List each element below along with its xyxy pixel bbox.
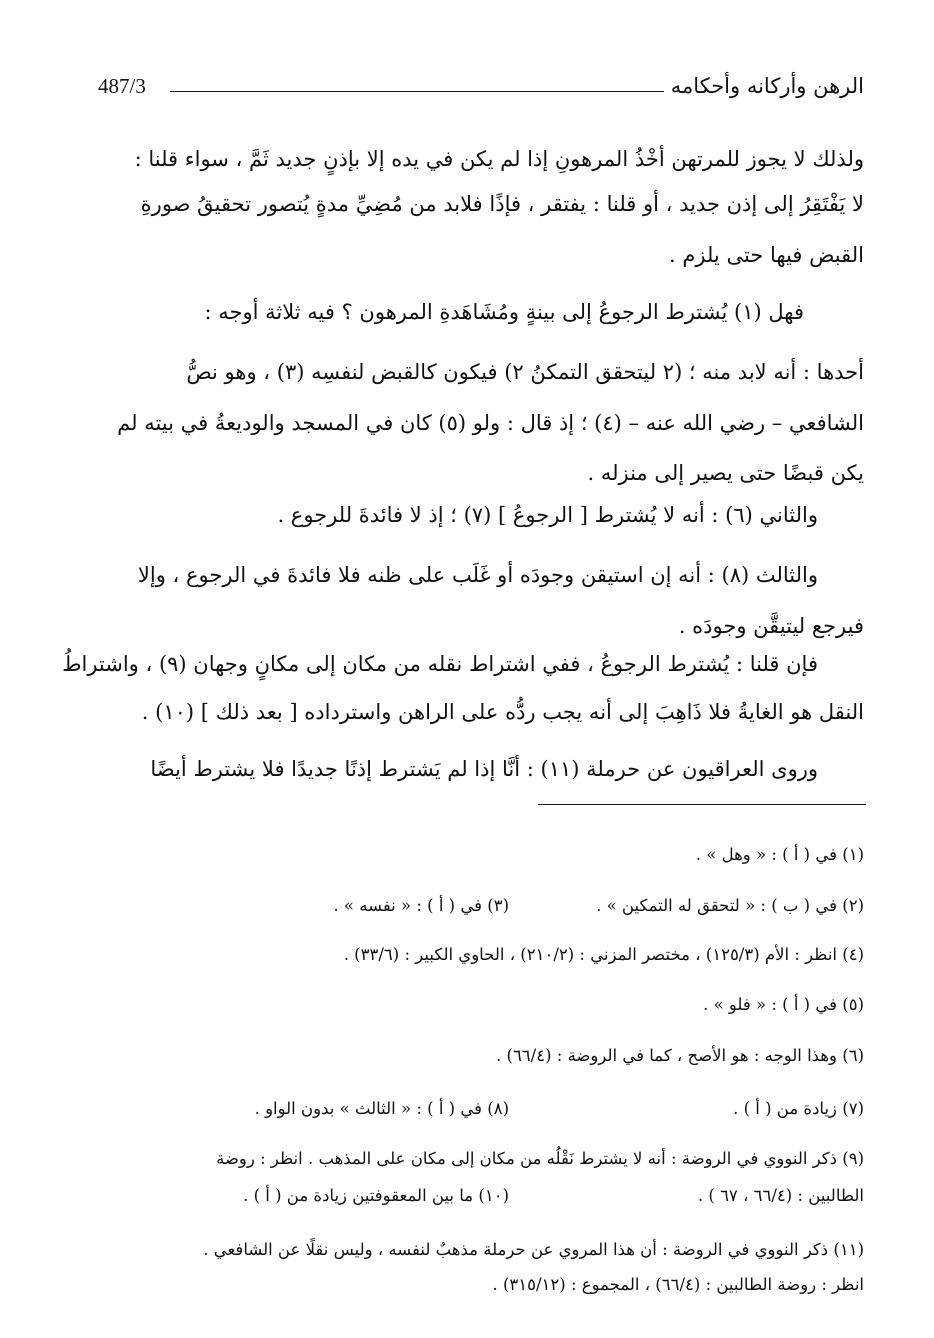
body-line: والثالث (٨) : أنه إن استيقن وجودَه أو غَلَب على ظنه فلا فائدةَ في الرجوع ، وإلا: [137, 563, 818, 587]
footnote: (٧) زيادة من ( أ ) .: [733, 1099, 864, 1118]
footnote: (٤) انظر : الأم (١٢٥/٣) ، مختصر المزني : (٢١٠/٢) ، الحاوي الكبير : (٣٣/٦) .: [343, 945, 864, 964]
footnote: (١) في ( أ ) : « وهل » .: [695, 845, 864, 864]
running-header: [98, 74, 864, 104]
body-line: فهل (١) يُشترط الرجوعُ إلى بينةٍ ومُشَاهَدةِ المرهون ؟ فيه ثلاثة أوجه :: [204, 300, 804, 324]
body-line: ولذلك لا يجوز للمرتهن أخْذُ المرهونِ إذا لم يكن في يده إلا بإذنٍ جديد ثَمَّ ، سواء قلنا :: [134, 147, 864, 171]
header-rule: [170, 91, 664, 92]
body-line: أحدها : أنه لابد منه ؛ (٢ ليتحقق التمكنُ ٢) فيكون كالقبض لنفسِه (٣) ، وهو نصُّ: [186, 360, 864, 384]
body-line: لا يَفْتَقِرُ إلى إذن جديد ، أو قلنا : يفتقر ، فإذًا فلابد من مُضِيِّ مدةٍ يُتصور تحقيقُ صورةِ: [140, 192, 864, 216]
footnote: (٩) ذكر النووي في الروضة : أنه لا يشترط نَقْلُه من مكان إلى مكان على المذهب . انظر : روضة: [216, 1149, 864, 1168]
footnote: (٢) في ( ب ) : « لتحقق له التمكين » .: [596, 896, 864, 915]
footnote: الطالبين : (٦٦/٤ ، ٦٧ ) .: [697, 1186, 864, 1205]
body-line: يكن قبضًا حتى يصير إلى منزله .: [587, 461, 864, 485]
body-line: النقل هو الغايةُ فلا ذَاهِبَ إلى أنه يجب ردُّه على الراهن واسترداده [ بعد ذلك ] (١٠) .: [141, 700, 864, 724]
footnote: (٣) في ( أ ) : « نفسه » .: [333, 896, 509, 915]
body-line: فإن قلنا : يُشترط الرجوعُ ، ففي اشتراط نقله من مكان إلى مكانٍ وجهان (٩) ، واشتراطُ: [62, 652, 818, 676]
page-number: 487/3: [98, 74, 146, 98]
body-line: فيرجع ليتيقَّن وجودَه .: [678, 614, 864, 638]
footnote: (٦) وهذا الوجه : هو الأصح ، كما في الروضة : (٦٦/٤) .: [496, 1046, 864, 1065]
footnote: انظر : روضة الطالبين : (٦٦/٤) ، المجموع : (٣١٥/١٢) .: [492, 1275, 864, 1294]
footnote: (٥) في ( أ ) : « فلو » .: [703, 995, 864, 1014]
header-title: الرهن وأركانه وأحكامه: [670, 74, 864, 98]
body-line: القبض فيها حتى يلزم .: [669, 243, 864, 267]
body-line: الشافعي – رضي الله عنه – (٤) ؛ إذ قال : ولو (٥) كان في المسجد والوديعةُ في بيته لم: [117, 411, 864, 435]
body-line: وروى العراقيون عن حرملة (١١) : أنَّا إذا لم يَشترط إذنًا جديدًا فلا يشترط أيضًا: [150, 757, 818, 781]
body-line: والثاني (٦) : أنه لا يُشترط [ الرجوعُ ] (٧) ؛ إذ لا فائدةَ للرجوع .: [277, 503, 818, 527]
footnote: (١٠) ما بين المعقوفتين زيادة من ( أ ) .: [243, 1186, 509, 1205]
footnote-separator: [538, 804, 866, 805]
footnote: (١١) ذكر النووي في الروضة : أن هذا المروي عن حرملة مذهبٌ لنفسه ، وليس نقلًا عن الشافعي .: [203, 1240, 864, 1259]
footnote: (٨) في ( أ ) : « الثالث » بدون الواو .: [254, 1099, 509, 1118]
